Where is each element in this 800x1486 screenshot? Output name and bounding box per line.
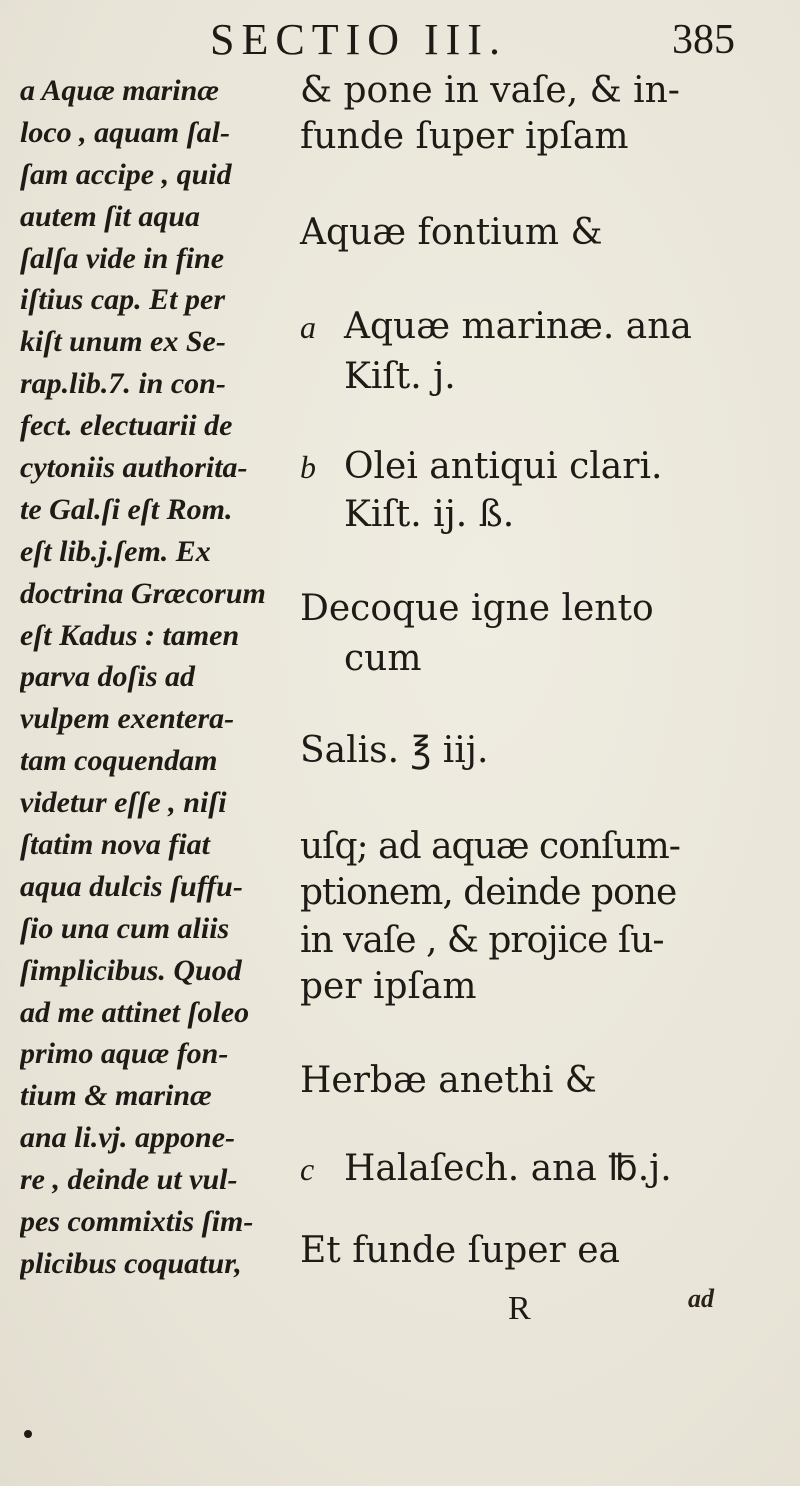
recipe-line [300,70,680,111]
recipe-line [300,212,602,253]
gloss-line: parva doſis ad [20,660,195,694]
recipe-line-text: uſq; ad aquæ conſum- [300,826,680,867]
recipe-line [300,730,488,771]
note-letter-mark: c [300,1151,315,1187]
gloss-line: te Gal.ſi eſt Rom. [20,492,233,526]
recipe-line-text: per ipſam [300,966,477,1007]
signature-mark: R [508,1290,531,1327]
gloss-line: ſimplicibus. Quod [20,953,242,987]
gloss-line: tam coquendam [20,744,218,778]
gloss-line: ſtatim nova fiat [20,828,210,862]
gloss-line: ad me attinet ſoleo [20,995,250,1029]
recipe-line [300,826,680,867]
recipe-line [300,356,456,397]
recipe-line [300,116,628,157]
recipe-line [300,1148,672,1189]
recipe-line-text: cum [344,638,422,679]
page-number: 385 [672,17,735,63]
recipe-line [300,920,664,961]
recipe-line [300,638,421,679]
gloss-line: pes commixtis ſim- [20,1205,254,1239]
recipe-line-text: in vaſe , & projice ſu- [300,920,664,961]
note-letter-mark: b [300,449,316,485]
recipe-line-text: Aquæ marinæ. ana [344,306,692,347]
marginal-gloss-column [20,70,302,1285]
recipe-line [300,446,662,487]
running-head: SECTIO III. [210,15,507,64]
recipe-line-text: Decoque igne lento [300,588,654,629]
gloss-line: aqua dulcis ſuffu- [20,869,243,903]
gloss-line: eſt Kadus : tamen [20,618,240,652]
gloss-line: tium & marinæ [20,1079,212,1113]
recipe-line [300,494,514,535]
recipe-line-text: Salis. ℥ iij. [300,730,489,771]
recipe-line-text: Halaſech. ana ℔.j. [344,1148,672,1189]
gloss-line: autem ſit aqua [20,199,201,233]
gloss-line: eſt lib.j.ſem. Ex [20,534,211,568]
recipe-line-text: ptionem, deinde pone [300,872,677,913]
recipe-line [300,588,654,629]
gloss-line: videtur eſſe , niſi [20,786,227,820]
recipe-line-text: & pone in vaſe, & in- [300,70,680,111]
gloss-line: ſio una cum aliis [20,911,230,945]
recipe-line-text: Kiſt. j. [344,356,456,397]
recipe-line [300,1060,597,1101]
gloss-line: ſam accipe , quid [20,157,232,191]
recipe-line-text: Aquæ fontium & [300,212,603,253]
gloss-line: iſtius cap. Et per [20,283,226,317]
recipe-line [300,1230,620,1271]
recipe-line-text: Et funde ſuper ea [300,1230,620,1271]
recipe-line [300,872,676,913]
recipe-line [300,966,476,1007]
gloss-line: vulpem exentera- [20,702,235,736]
recipe-line-text: Kiſt. ij. ß. [344,494,515,535]
ink-dot [24,1430,32,1438]
gloss-line: doctrina Græcorum [20,576,266,610]
recipe-line-text: Herbæ anethi & [300,1060,597,1101]
gloss-line: primo aquæ fon- [20,1037,229,1071]
gloss-line: loco , aquam ſal- [20,115,230,149]
recipe-line-text: funde ſuper ipſam [300,116,629,157]
gloss-line: cytoniis authorita- [20,451,248,485]
gloss-line: fect. electuarii de [20,409,233,443]
gloss-line: rap.lib.7. in con- [20,367,226,401]
recipe-line [300,306,692,347]
gloss-line: plicibus coquatur, [20,1246,242,1280]
note-letter-mark: a [300,309,316,345]
gloss-line: a Aquæ marinæ [20,74,219,107]
gloss-line: ana li.vj. appone- [20,1121,235,1155]
recipe-line-text: Olei antiqui clari. [344,446,663,487]
catchword: ad [688,1284,714,1313]
gloss-line: ſalſa vide in fine [20,241,225,275]
gloss-line: re , deinde ut vul- [20,1163,238,1197]
gloss-line: kiſt unum ex Se- [20,325,226,359]
